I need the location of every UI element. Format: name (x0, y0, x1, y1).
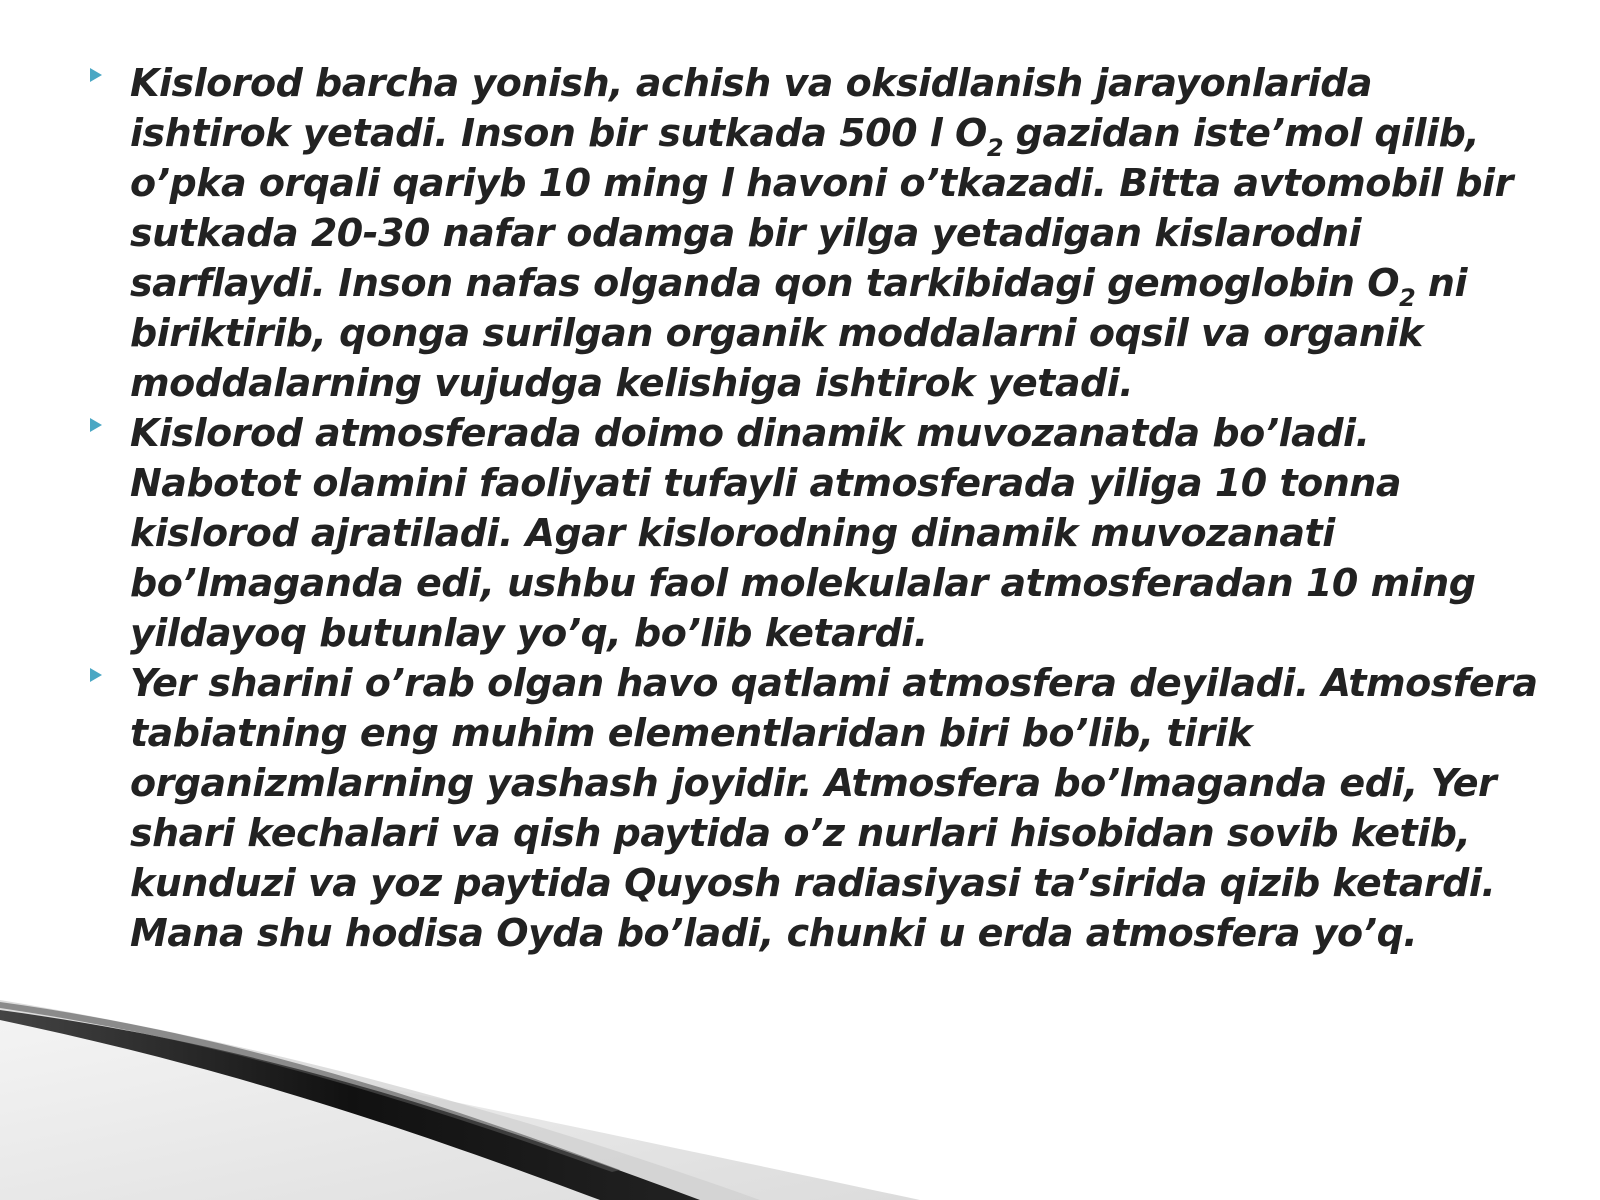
triangle-right-icon (90, 68, 102, 82)
bullet-2-text: Kislorod atmosferada doimo dinamik muvozanatda bo’ladi. Nabotot olamini faoliyati tufayli atmosferada yiliga 10 tonna kislorod ajratiladi. Agar kislorodning dinamik muvozanati bo’lmaganda edi, ushbu faol molekulalar atmosferadan 10 ming yildayoq butunlay yo’q, bo’lib ketardi. (130, 411, 1476, 655)
bullet-item-2 (80, 408, 1540, 658)
triangle-right-icon (90, 418, 102, 432)
triangle-right-icon (90, 668, 102, 682)
bullet-1-text-part-3: ni biriktirib, qonga surilgan organik moddalarni oqsil va organik moddalarning vujudga kelishiga ishtirok yetadi. (130, 261, 1468, 405)
bullet-1-text-part-2: gazidan iste’mol qilib, o’pka orqali qariyb 10 ming l havoni o’tkazadi. Bitta avtomobil bir sutkada 20-30 nafar odamga bir yilga yetadigan kislarodni sarflaydi. Inson nafas olganda qon tarkibidagi gemoglobin O (130, 111, 1513, 305)
subscript-2: 2 (986, 134, 1004, 162)
bullet-list (80, 58, 1540, 958)
bullet-item-1 (80, 58, 1540, 408)
subscript-2: 2 (1399, 284, 1416, 312)
bullet-1-text-part-1: Kislorod barcha yonish, achish va oksidlanish jarayonlarida ishtirok yetadi. Inson bir sutkada 500 l O (130, 61, 1373, 155)
bullet-3-text: Yer sharini o’rab olgan havo qatlami atmosfera deyiladi. Atmosfera tabiatning eng muhim elementlaridan biri bo’lib, tirik organizmlarning yashash joyidir. Atmosfera bo’lmaganda edi, Yer shari kechalari va qish paytida o’z nurlari hisobidan sovib ketib, kunduzi va yoz paytida Quyosh radiasiyasi ta’sirida qizib ketardi. Mana shu hodisa Oyda bo’ladi, chunki u erda atmosfera yo’q. (130, 661, 1538, 955)
bullet-item-3 (80, 658, 1540, 958)
